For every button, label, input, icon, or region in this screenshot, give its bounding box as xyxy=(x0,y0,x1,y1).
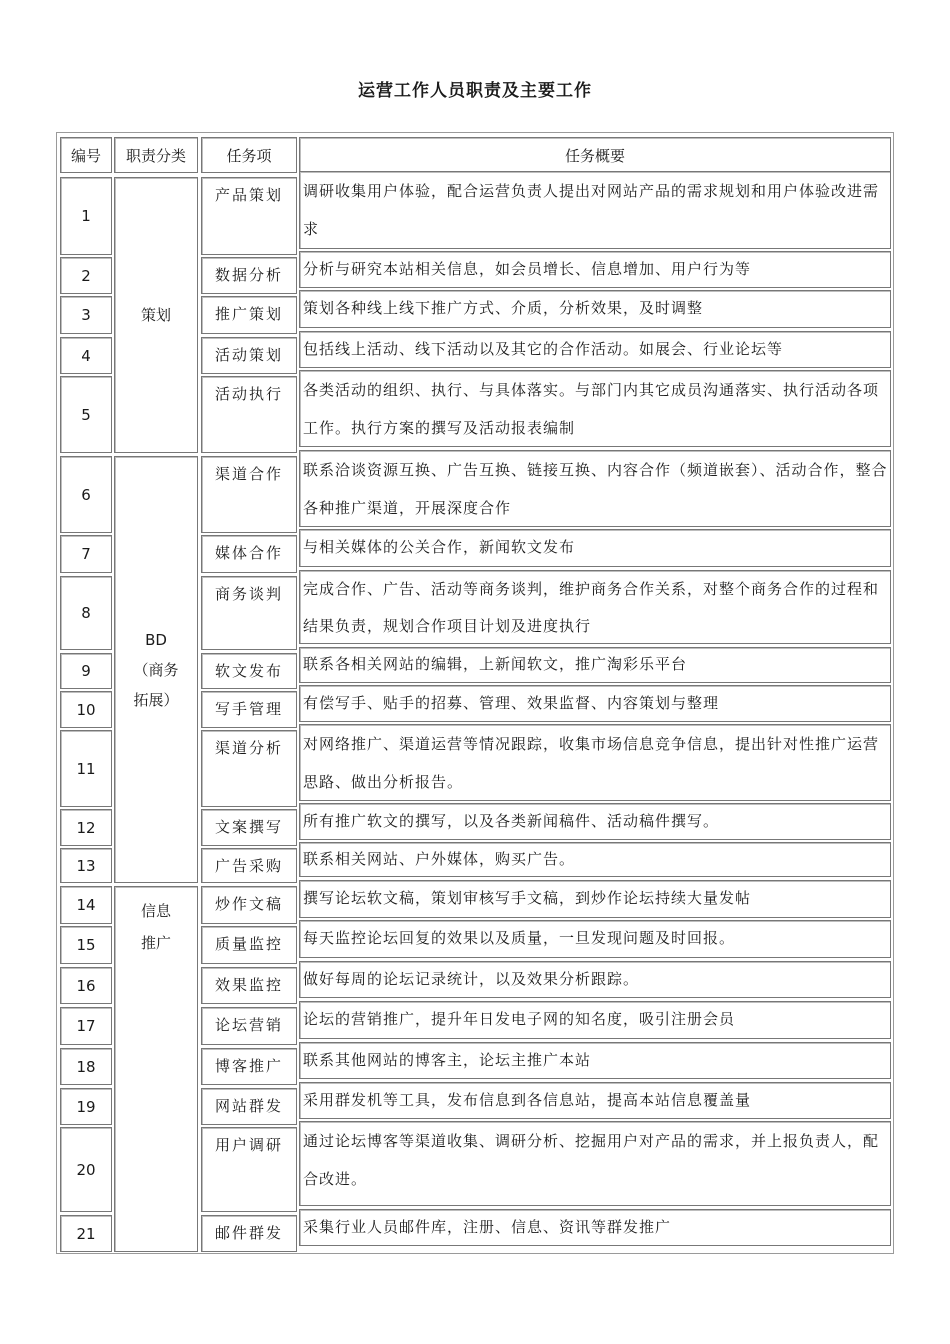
row-task: 媒体合作 xyxy=(201,535,297,573)
row-summary: 包括线上活动、线下活动以及其它的合作活动。如展会、行业论坛等 xyxy=(299,331,891,368)
row-no: 17 xyxy=(60,1007,112,1045)
row-no: 10 xyxy=(60,691,112,728)
row-task: 邮件群发 xyxy=(201,1215,297,1252)
row-summary: 调研收集用户体验，配合运营负责人提出对网站产品的需求规划和用户体验改进需求 xyxy=(299,171,891,249)
row-no: 3 xyxy=(60,296,112,334)
category-bd-line1: BD xyxy=(145,630,167,649)
row-no: 18 xyxy=(60,1048,112,1085)
category-bd-line3: 拓展） xyxy=(133,690,179,709)
header-category: 职责分类 xyxy=(114,137,198,173)
header-no: 编号 xyxy=(60,137,112,173)
row-no: 16 xyxy=(60,967,112,1004)
row-summary: 与相关媒体的公关合作，新闻软文发布 xyxy=(299,529,891,567)
row-summary: 撰写论坛软文稿，策划审核写手文稿，到炒作论坛持续大量发帖 xyxy=(299,880,891,918)
row-no: 20 xyxy=(60,1127,112,1212)
row-summary: 每天监控论坛回复的效果以及质量，一旦发现问题及时回报。 xyxy=(299,920,891,958)
row-no: 15 xyxy=(60,926,112,964)
category-bd xyxy=(114,456,198,883)
row-no: 11 xyxy=(60,730,112,807)
row-summary: 论坛的营销推广，提升年日发电子网的知名度，吸引注册会员 xyxy=(299,1001,891,1039)
row-no: 12 xyxy=(60,809,112,846)
row-summary: 联系各相关网站的编辑，上新闻软文，推广淘彩乐平台 xyxy=(299,647,891,683)
row-no: 5 xyxy=(60,376,112,453)
row-task: 博客推广 xyxy=(201,1048,297,1085)
row-summary: 所有推广软文的撰写，以及各类新闻稿件、活动稿件撰写。 xyxy=(299,803,891,840)
row-summary: 采用群发机等工具，发布信息到各信息站，提高本站信息覆盖量 xyxy=(299,1082,891,1119)
row-task: 写手管理 xyxy=(201,691,297,728)
row-summary: 做好每周的论坛记录统计，以及效果分析跟踪。 xyxy=(299,961,891,998)
row-task: 活动策划 xyxy=(201,337,297,374)
row-task: 渠道分析 xyxy=(201,730,297,807)
row-task: 用户调研 xyxy=(201,1127,297,1212)
page-title: 运营工作人员职责及主要工作 xyxy=(358,81,592,101)
header-summary: 任务概要 xyxy=(299,137,891,173)
row-summary: 联系其他网站的博客主，论坛主推广本站 xyxy=(299,1042,891,1079)
row-summary: 各类活动的组织、执行、与具体落实。与部门内其它成员沟通落实、执行活动各项工作。执行方案的撰写及活动报表编制 xyxy=(299,370,891,447)
row-task: 推广策划 xyxy=(201,296,297,334)
row-summary: 采集行业人员邮件库，注册、信息、资讯等群发推广 xyxy=(299,1209,891,1246)
row-summary: 分析与研究本站相关信息，如会员增长、信息增加、用户行为等 xyxy=(299,251,891,288)
row-no: 14 xyxy=(60,886,112,924)
row-no: 21 xyxy=(60,1215,112,1252)
row-summary: 通过论坛博客等渠道收集、调研分析、挖掘用户对产品的需求，并上报负责人，配合改进。 xyxy=(299,1121,891,1206)
row-task: 网站群发 xyxy=(201,1088,297,1125)
row-task: 质量监控 xyxy=(201,926,297,964)
row-no: 6 xyxy=(60,456,112,533)
row-task: 产品策划 xyxy=(201,177,297,255)
row-summary: 联系洽谈资源互换、广告互换、链接互换、内容合作（频道嵌套）、活动合作，整合各种推广渠道，开展深度合作 xyxy=(299,450,891,527)
row-task: 文案撰写 xyxy=(201,809,297,846)
row-summary: 策划各种线上线下推广方式、介质，分析效果，及时调整 xyxy=(299,290,891,328)
category-bd-line2: （商务 xyxy=(133,660,179,679)
row-summary: 完成合作、广告、活动等商务谈判，维护商务合作关系，对整个商务合作的过程和结果负责，规划合作项目计划及进度执行 xyxy=(299,570,891,644)
row-task: 炒作文稿 xyxy=(201,886,297,924)
row-task: 效果监控 xyxy=(201,967,297,1004)
row-task: 软文发布 xyxy=(201,653,297,689)
category-planning-label: 策划 xyxy=(140,306,171,324)
row-no: 13 xyxy=(60,848,112,883)
duties-table xyxy=(56,132,894,1254)
row-summary: 有偿写手、贴手的招募、管理、效果监督、内容策划与整理 xyxy=(299,685,891,722)
row-task: 活动执行 xyxy=(201,376,297,453)
row-task: 广告采购 xyxy=(201,848,297,883)
row-summary: 联系相关网站、户外媒体，购买广告。 xyxy=(299,842,891,877)
row-no: 8 xyxy=(60,576,112,650)
row-task: 渠道合作 xyxy=(201,456,297,533)
row-task: 数据分析 xyxy=(201,257,297,294)
category-info-line1: 信息 xyxy=(140,902,171,920)
category-info-line2: 推广 xyxy=(140,934,171,952)
row-no: 2 xyxy=(60,257,112,294)
row-task: 商务谈判 xyxy=(201,576,297,650)
category-info-promotion xyxy=(114,886,198,1252)
row-task: 论坛营销 xyxy=(201,1007,297,1045)
row-no: 1 xyxy=(60,177,112,255)
header-task: 任务项 xyxy=(201,137,297,173)
row-no: 19 xyxy=(60,1088,112,1125)
category-planning xyxy=(114,177,198,453)
row-summary: 对网络推广、渠道运营等情况跟踪，收集市场信息竞争信息，提出针对性推广运营思路、做出分析报告。 xyxy=(299,724,891,801)
row-no: 7 xyxy=(60,535,112,573)
row-no: 4 xyxy=(60,337,112,374)
row-no: 9 xyxy=(60,653,112,689)
